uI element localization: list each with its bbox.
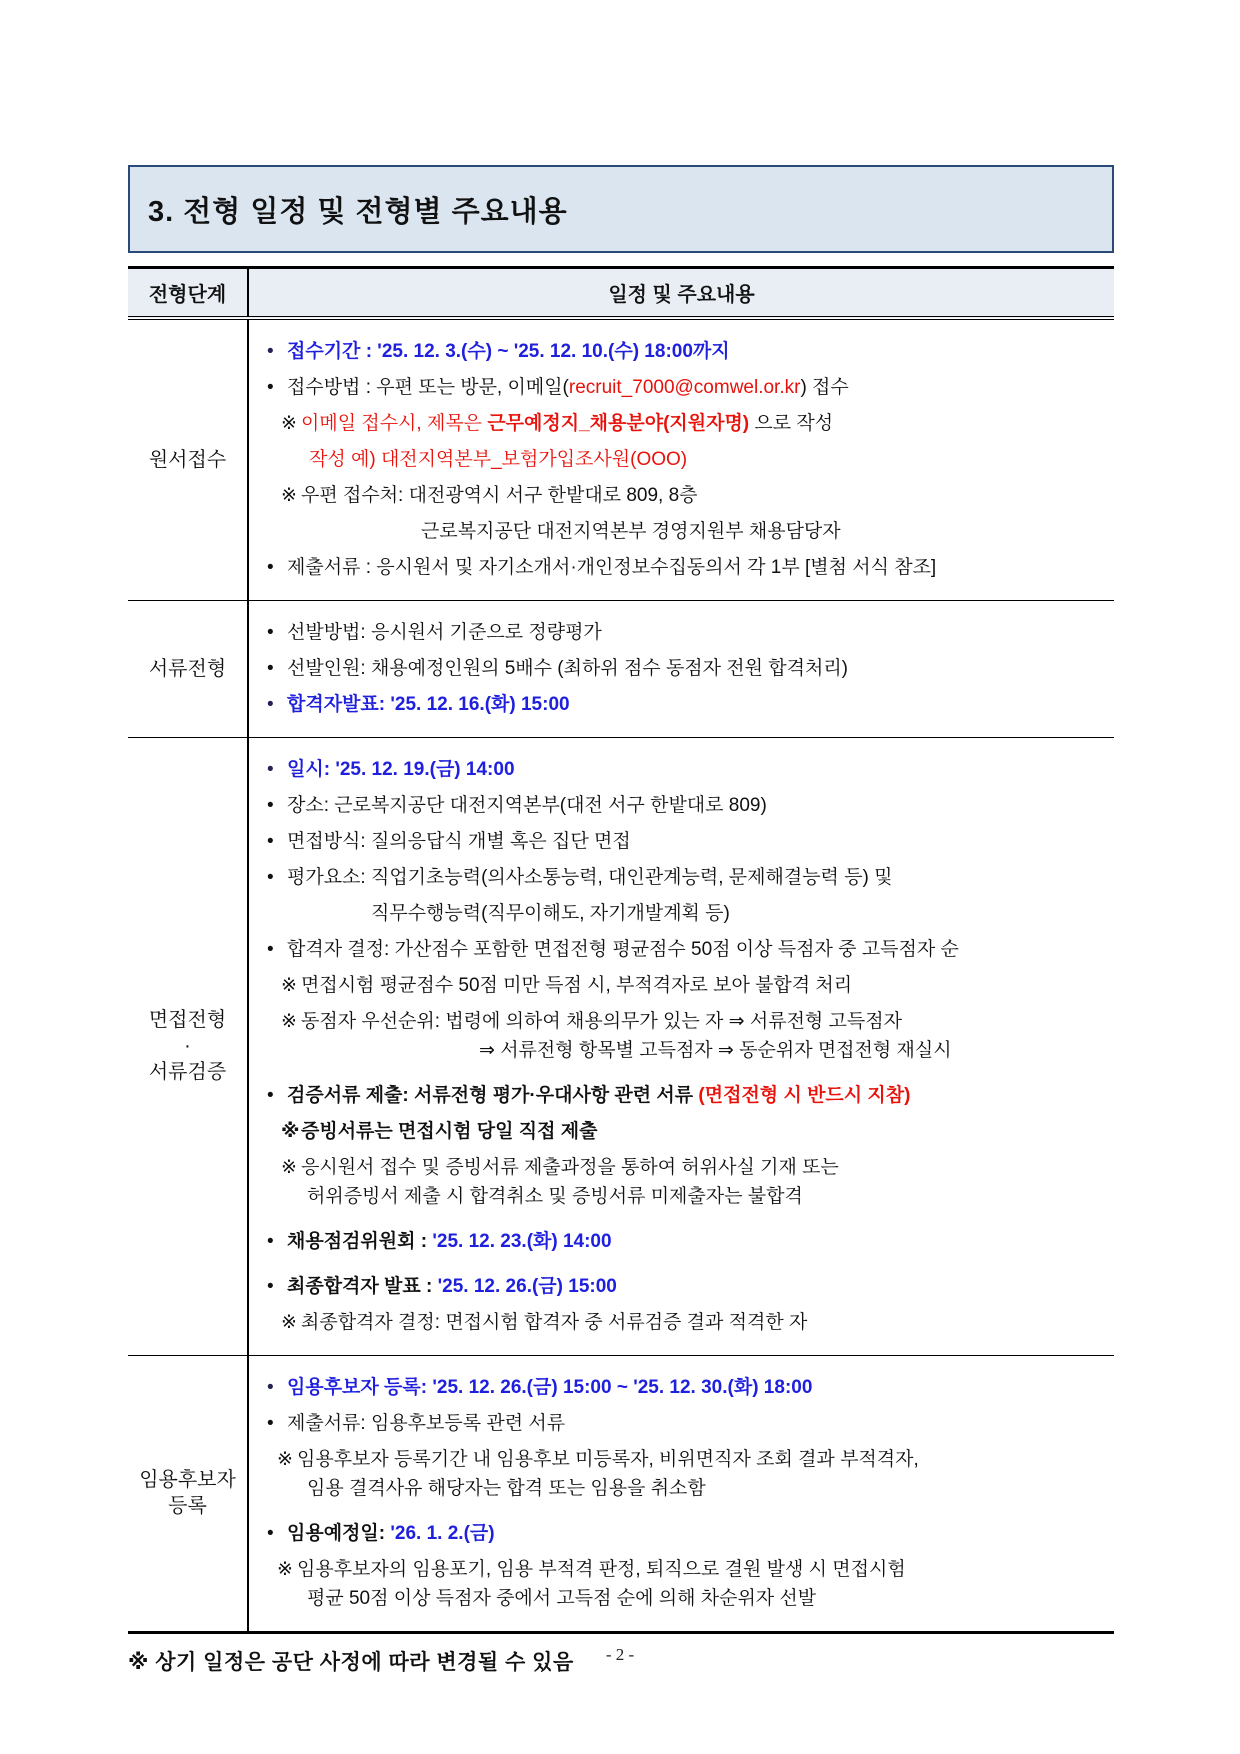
stage-cell [128,600,248,737]
text-segment: 이메일 접수시, 제목은 [301,412,488,434]
text-segment: 최종합격자 발표 : [287,1275,438,1297]
content-line [249,442,1110,478]
bullet-icon: • [267,1230,274,1252]
text-segment: 근로복지공단 대전지역본부 경영지원부 채용담당자 [421,520,841,542]
content-line [249,788,1110,824]
stage-label: 임용후보자 [139,1469,236,1491]
content-line [249,752,1110,788]
content-line [249,1471,1110,1507]
header-content-column: 일정 및 주요내용 [248,268,1114,318]
stage-cell [128,737,248,1355]
stage-label: 원서접수 [148,448,227,471]
text-segment: (면접전형 시 반드시 지참) [698,1084,911,1106]
table-body [128,318,1114,1633]
text-segment: ) 접수 [800,376,849,398]
content-line [249,1516,1110,1552]
content-line [249,968,1110,1004]
text-segment: 근무예정지_채용분야(지원자명) [487,412,750,434]
text-segment: 증빙서류는 면접시험 당일 직접 제출 [301,1120,598,1142]
content-line [249,514,1110,550]
table-header-row [128,268,1114,318]
text-segment: 허위증빙서 제출 시 합격취소 및 증빙서류 미제출자는 불합격 [307,1185,803,1207]
content-line [249,550,1110,586]
note-icon: ※ [277,1558,293,1580]
text-segment: 임용후보자 등록: '25. 12. 26.(금) 15:00 ~ '25. 12. 30.(화) 18:00 [287,1376,813,1398]
bullet-icon: • [267,621,274,643]
text-segment: 채용점검위원회 : [287,1230,433,1252]
text-segment: 합격자 결정: 가산점수 포함한 면접전형 평균점수 50점 이상 득점자 중 고득점자 순 [287,938,959,960]
stage-cell [128,318,248,601]
text-segment: recruit_7000@comwel.or.kr [568,376,801,398]
content-line [249,334,1110,370]
stage-label: 서류검증 [148,1061,227,1083]
text-segment: 합격자발표: '25. 12. 16.(화) 15:00 [287,693,570,715]
text-segment: 임용예정일: [287,1522,391,1544]
section-title: 3. 전형 일정 및 전형별 주요내용 [148,195,568,228]
bullet-icon: • [267,866,274,888]
text-segment: 임용 결격사유 해당자는 합격 또는 임용을 취소함 [307,1477,706,1499]
page-number: - 2 - [605,1645,635,1664]
bullet-icon: • [267,830,274,852]
note-icon: ※ [281,974,297,996]
text-segment: '25. 12. 23.(화) 14:00 [432,1230,612,1252]
note-icon: ※ [277,1448,293,1470]
bullet-icon: • [267,693,274,715]
stage-label: 면접전형 [148,1009,227,1031]
content-line [249,370,1110,406]
bullet-icon: • [267,1275,274,1297]
text-segment: 면접시험 평균점수 50점 미만 득점 시, 부적격자로 보아 불합격 처리 [301,974,853,996]
schedule-table [128,266,1114,1634]
text-segment: 평가요소: 직업기초능력(의사소통능력, 대인관계능력, 문제해결능력 등) 및 [287,866,893,888]
text-segment: 검증서류 제출: 서류전형 평가·우대사항 관련 서류 [287,1084,699,1106]
content-line [249,406,1110,442]
note-icon: ※ [281,1120,300,1142]
text-segment: 선발인원: 채용예정인원의 5배수 (최하위 점수 동점자 전원 합격처리) [287,657,849,679]
text-segment: '26. 1. 2.(금) [390,1522,495,1544]
text-segment: 우편 접수처: 대전광역시 서구 한밭대로 809, 8층 [301,484,698,506]
text-segment: 접수기간 : '25. 12. 3.(수) ~ '25. 12. 10.(수) 18:00까지 [287,340,730,362]
text-segment: 직무수행능력(직무이해도, 자기개발계획 등) [371,902,730,924]
text-segment: 작성 예) 대전지역본부_보험가입조사원(OOO) [309,448,688,470]
content-line [249,615,1110,651]
note-icon: ※ [281,1010,297,1032]
text-segment: '25. 12. 26.(금) 15:00 [437,1275,617,1297]
bullet-icon: • [267,1522,274,1544]
content-line [249,896,1110,932]
bullet-icon: • [267,1412,274,1434]
text-segment: 장소: 근로복지공단 대전지역본부(대전 서구 한밭대로 809) [287,794,767,816]
text-segment: 평균 50점 이상 득점자 중에서 고득점 순에 의해 차순위자 선발 [307,1587,817,1609]
bullet-icon: • [267,376,274,398]
content-cell [248,737,1114,1355]
content-line [249,1179,1110,1215]
header-stage-column: 전형단계 [128,268,248,318]
content-line [249,1581,1110,1617]
table-row [128,600,1114,737]
text-segment: ⇒ 서류전형 항목별 고득점자 ⇒ 동순위자 면접전형 재실시 [479,1039,952,1061]
content-cell [248,600,1114,737]
content-line [249,687,1110,723]
bullet-icon: • [267,657,274,679]
text-segment: 으로 작성 [749,412,834,434]
bullet-icon: • [267,1084,274,1106]
content-line [249,1406,1110,1442]
text-segment: 면접방식: 질의응답식 개별 혹은 집단 면접 [287,830,631,852]
footer-note: ※ 상기 일정은 공단 사정에 따라 변경될 수 있음 [128,1650,574,1674]
text-segment: 선발방법: 응시원서 기준으로 정량평가 [287,621,602,643]
text-segment: 일시: '25. 12. 19.(금) 14:00 [287,758,515,780]
bullet-icon: • [267,938,274,960]
content-cell [248,1355,1114,1632]
content-line [249,1114,1110,1150]
content-line [249,1305,1110,1341]
bullet-icon: • [267,556,274,578]
table-row [128,1355,1114,1632]
document-page [128,165,1114,1676]
stage-cell [128,1355,248,1632]
note-icon: ※ [281,1311,297,1333]
stage-label: 등록 [168,1495,207,1517]
section-title-box [128,165,1114,253]
content-line [249,1370,1110,1406]
note-icon: ※ [281,1156,297,1178]
stage-label: · [184,1035,191,1057]
content-line [249,651,1110,687]
content-line [249,932,1110,968]
text-segment: 응시원서 접수 및 증빙서류 제출과정을 통하여 허위사실 기재 또는 [301,1156,839,1178]
text-segment: 최종합격자 결정: 면접시험 합격자 중 서류검증 결과 적격한 자 [301,1311,808,1333]
table-header [128,268,1114,318]
bullet-icon: • [267,340,274,362]
content-cell [248,318,1114,601]
content-line [249,1269,1110,1305]
text-segment: 제출서류 : 응시원서 및 자기소개서·개인정보수집동의서 각 1부 [별첨 서식 참조] [287,556,937,578]
content-line [249,478,1110,514]
note-icon: ※ [281,412,297,434]
content-line [249,824,1110,860]
note-icon: ※ [281,484,297,506]
stage-label: 서류전형 [148,657,227,680]
text-segment: 접수방법 : 우편 또는 방문, 이메일( [287,376,569,398]
text-segment: 임용후보자 등록기간 내 임용후보 미등록자, 비위면직자 조회 결과 부적격자, [297,1448,919,1470]
text-segment: 임용후보자의 임용포기, 임용 부적격 판정, 퇴직으로 결원 발생 시 면접시험 [297,1558,906,1580]
table-row [128,737,1114,1355]
text-segment: 동점자 우선순위: 법령에 의하여 채용의무가 있는 자 ⇒ 서류전형 고득점자 [301,1010,902,1032]
bullet-icon: • [267,1376,274,1398]
content-line [249,1078,1110,1114]
bullet-icon: • [267,794,274,816]
bullet-icon: • [267,758,274,780]
content-line [249,860,1110,896]
text-segment: 제출서류: 임용후보등록 관련 서류 [287,1412,566,1434]
content-line [249,1224,1110,1260]
table-row [128,318,1114,601]
